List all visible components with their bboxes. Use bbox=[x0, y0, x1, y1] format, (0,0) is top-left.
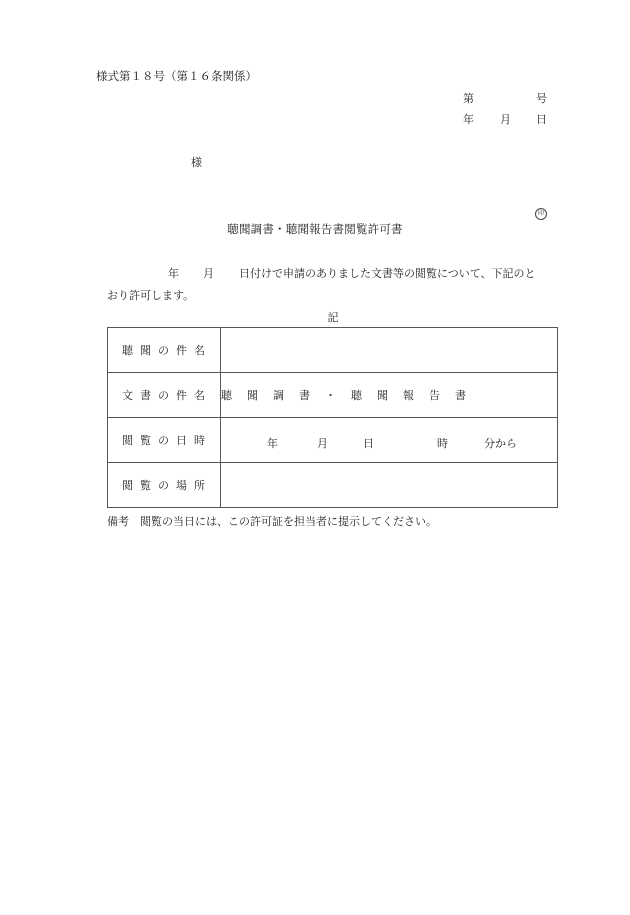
body-text: 日付けで申請のありました文書等の閲覧について、下記のと bbox=[239, 267, 536, 280]
application-month: 月 bbox=[203, 267, 214, 280]
body-text-line-2: おり許可します。 bbox=[107, 289, 195, 302]
number-prefix: 第 bbox=[463, 92, 474, 105]
table-row bbox=[108, 418, 558, 463]
table-row bbox=[108, 463, 558, 508]
viewing-hour: 時 bbox=[437, 437, 448, 450]
viewing-month: 月 bbox=[317, 437, 328, 450]
ki-heading: 記 bbox=[327, 311, 339, 324]
addressee: 様 bbox=[191, 156, 202, 169]
record-table bbox=[107, 327, 558, 508]
application-year: 年 bbox=[168, 267, 179, 280]
issue-day: 日 bbox=[536, 113, 547, 126]
issue-year: 年 bbox=[463, 113, 474, 126]
seal-icon: 印 bbox=[535, 208, 547, 220]
document-title: 聴聞調書・聴聞報告書閲覧許可書 bbox=[227, 222, 403, 236]
viewing-place-value bbox=[221, 463, 558, 508]
table-row bbox=[108, 373, 558, 418]
issue-month: 月 bbox=[500, 113, 511, 126]
table-row bbox=[108, 328, 558, 373]
viewing-year: 年 bbox=[267, 437, 278, 450]
document-subject-label: 文書の件名 bbox=[108, 373, 221, 418]
number-suffix: 号 bbox=[536, 92, 547, 105]
viewing-place-label: 閲覧の場所 bbox=[108, 463, 221, 508]
viewing-datetime-value bbox=[221, 418, 558, 463]
remarks-note: 備考 閲覧の当日には、この許可証を担当者に提示してください。 bbox=[107, 515, 437, 528]
hearing-subject-value bbox=[221, 328, 558, 373]
viewing-day: 日 bbox=[363, 437, 374, 450]
hearing-subject-label: 聴聞の件名 bbox=[108, 328, 221, 373]
form-number: 様式第１８号（第１６条関係） bbox=[96, 69, 257, 83]
document-subject-value: 聴聞調書・聴聞報告書 bbox=[221, 373, 558, 418]
viewing-datetime-label: 閲覧の日時 bbox=[108, 418, 221, 463]
viewing-minute: 分から bbox=[484, 437, 517, 450]
